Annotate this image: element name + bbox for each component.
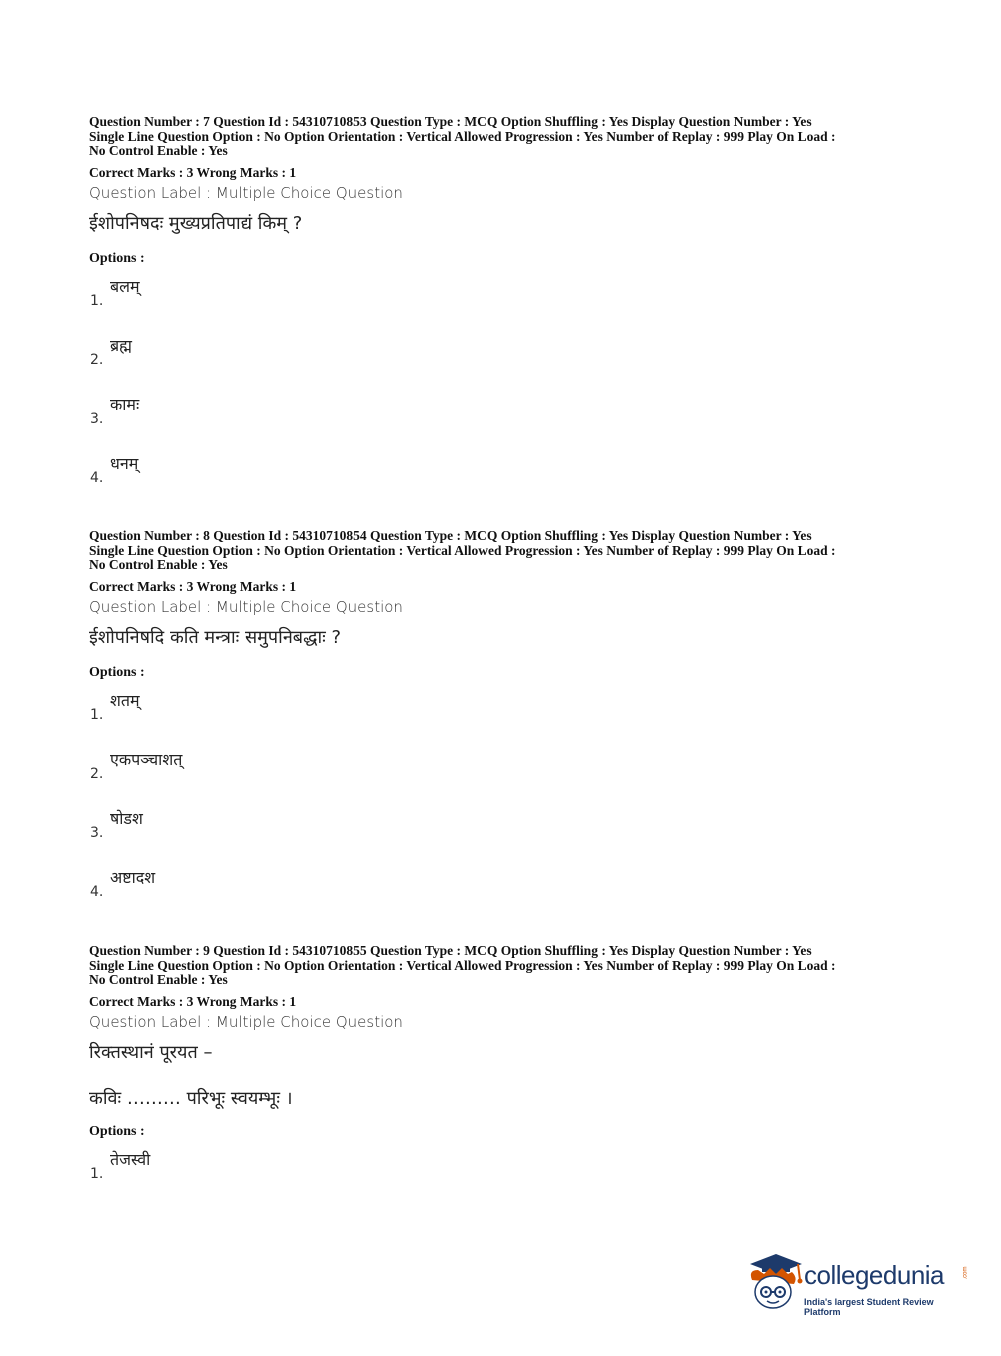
question-meta-line: Question Number : 8 Question Id : 54310710854 Question Type : MCQ Option Shuffling : Yes Display Question Number : Yes bbox=[89, 528, 812, 543]
option-number: 1. bbox=[90, 292, 104, 309]
option-item[interactable] bbox=[89, 273, 929, 332]
options-heading: Options : bbox=[89, 1123, 145, 1139]
question-meta-line: Question Number : 9 Question Id : 54310710855 Question Type : MCQ Option Shuffling : Yes Display Question Number : Yes bbox=[89, 943, 812, 958]
options-heading: Options : bbox=[89, 664, 145, 680]
option-text: तेजस्वी bbox=[110, 1149, 151, 1169]
option-text: शतम् bbox=[110, 690, 140, 710]
option-text: ब्रह्म bbox=[110, 335, 132, 355]
option-item[interactable] bbox=[89, 687, 929, 746]
question-text: रिक्तस्थानं पूरयत – bbox=[89, 1041, 213, 1063]
question-meta-line: No Control Enable : Yes bbox=[89, 557, 228, 572]
option-text: धनम् bbox=[110, 453, 139, 473]
option-item[interactable] bbox=[89, 450, 929, 509]
question-label: Question Label : Multiple Choice Question bbox=[89, 597, 403, 616]
question-label: Question Label : Multiple Choice Question bbox=[89, 183, 403, 202]
question-meta-line: Single Line Question Option : No Option Orientation : Vertical Allowed Progression : Yes Number of Replay : 999 Play On Load : bbox=[89, 542, 836, 558]
question-meta-line: Question Number : 7 Question Id : 54310710853 Question Type : MCQ Option Shuffling : Yes Display Question Number : Yes bbox=[89, 114, 812, 129]
option-text: षोडश bbox=[110, 808, 143, 828]
question-block-8 bbox=[89, 529, 929, 923]
collegedunia-logo bbox=[742, 1250, 972, 1320]
option-text: अष्टादश bbox=[110, 867, 156, 887]
question-block-7 bbox=[89, 115, 929, 509]
option-number: 4. bbox=[90, 883, 104, 900]
option-number: 3. bbox=[90, 410, 104, 427]
options-heading: Options : bbox=[89, 250, 145, 266]
option-item[interactable] bbox=[89, 805, 929, 864]
options-list bbox=[89, 1146, 929, 1205]
question-meta-line: No Control Enable : Yes bbox=[89, 143, 228, 158]
question-marks: Correct Marks : 3 Wrong Marks : 1 bbox=[89, 164, 297, 180]
question-meta-line: No Control Enable : Yes bbox=[89, 972, 228, 987]
option-number: 3. bbox=[90, 824, 104, 841]
option-number: 2. bbox=[90, 765, 104, 782]
option-number: 4. bbox=[90, 469, 104, 486]
question-text: ईशोपनिषदः मुख्यप्रतिपाद्यं किम् ? bbox=[89, 212, 303, 234]
student-mascot-icon bbox=[742, 1250, 804, 1312]
option-item[interactable] bbox=[89, 1146, 929, 1205]
question-meta-line: Single Line Question Option : No Option Orientation : Vertical Allowed Progression : Yes Number of Replay : 999 Play On Load : bbox=[89, 957, 836, 973]
brand-name: collegedunia bbox=[804, 1260, 945, 1290]
option-number: 1. bbox=[90, 1165, 104, 1182]
option-text: कामः bbox=[110, 394, 140, 414]
question-text: ईशोपनिषदि कति मन्त्राः समुपनिबद्धाः ? bbox=[89, 626, 342, 648]
question-block-9 bbox=[89, 944, 929, 1205]
option-item[interactable] bbox=[89, 391, 929, 450]
brand-tagline: India's largest Student Review Platform bbox=[804, 1297, 934, 1317]
option-item[interactable] bbox=[89, 746, 929, 805]
question-meta-line: Single Line Question Option : No Option Orientation : Vertical Allowed Progression : Yes Number of Replay : 999 Play On Load : bbox=[89, 128, 836, 144]
brand-domain: .com bbox=[962, 1266, 969, 1280]
option-item[interactable] bbox=[89, 864, 929, 923]
option-item[interactable] bbox=[89, 332, 929, 391]
question-text-line-2: कविः ……… परिभूः स्वयम्भूः । bbox=[89, 1087, 293, 1109]
question-label: Question Label : Multiple Choice Question bbox=[89, 1012, 403, 1031]
option-text: बलम् bbox=[110, 276, 140, 296]
option-text: एकपञ्चाशत् bbox=[110, 749, 183, 769]
question-marks: Correct Marks : 3 Wrong Marks : 1 bbox=[89, 578, 297, 594]
options-list bbox=[89, 687, 929, 923]
question-marks: Correct Marks : 3 Wrong Marks : 1 bbox=[89, 993, 297, 1009]
option-number: 1. bbox=[90, 706, 104, 723]
option-number: 2. bbox=[90, 351, 104, 368]
options-list bbox=[89, 273, 929, 509]
